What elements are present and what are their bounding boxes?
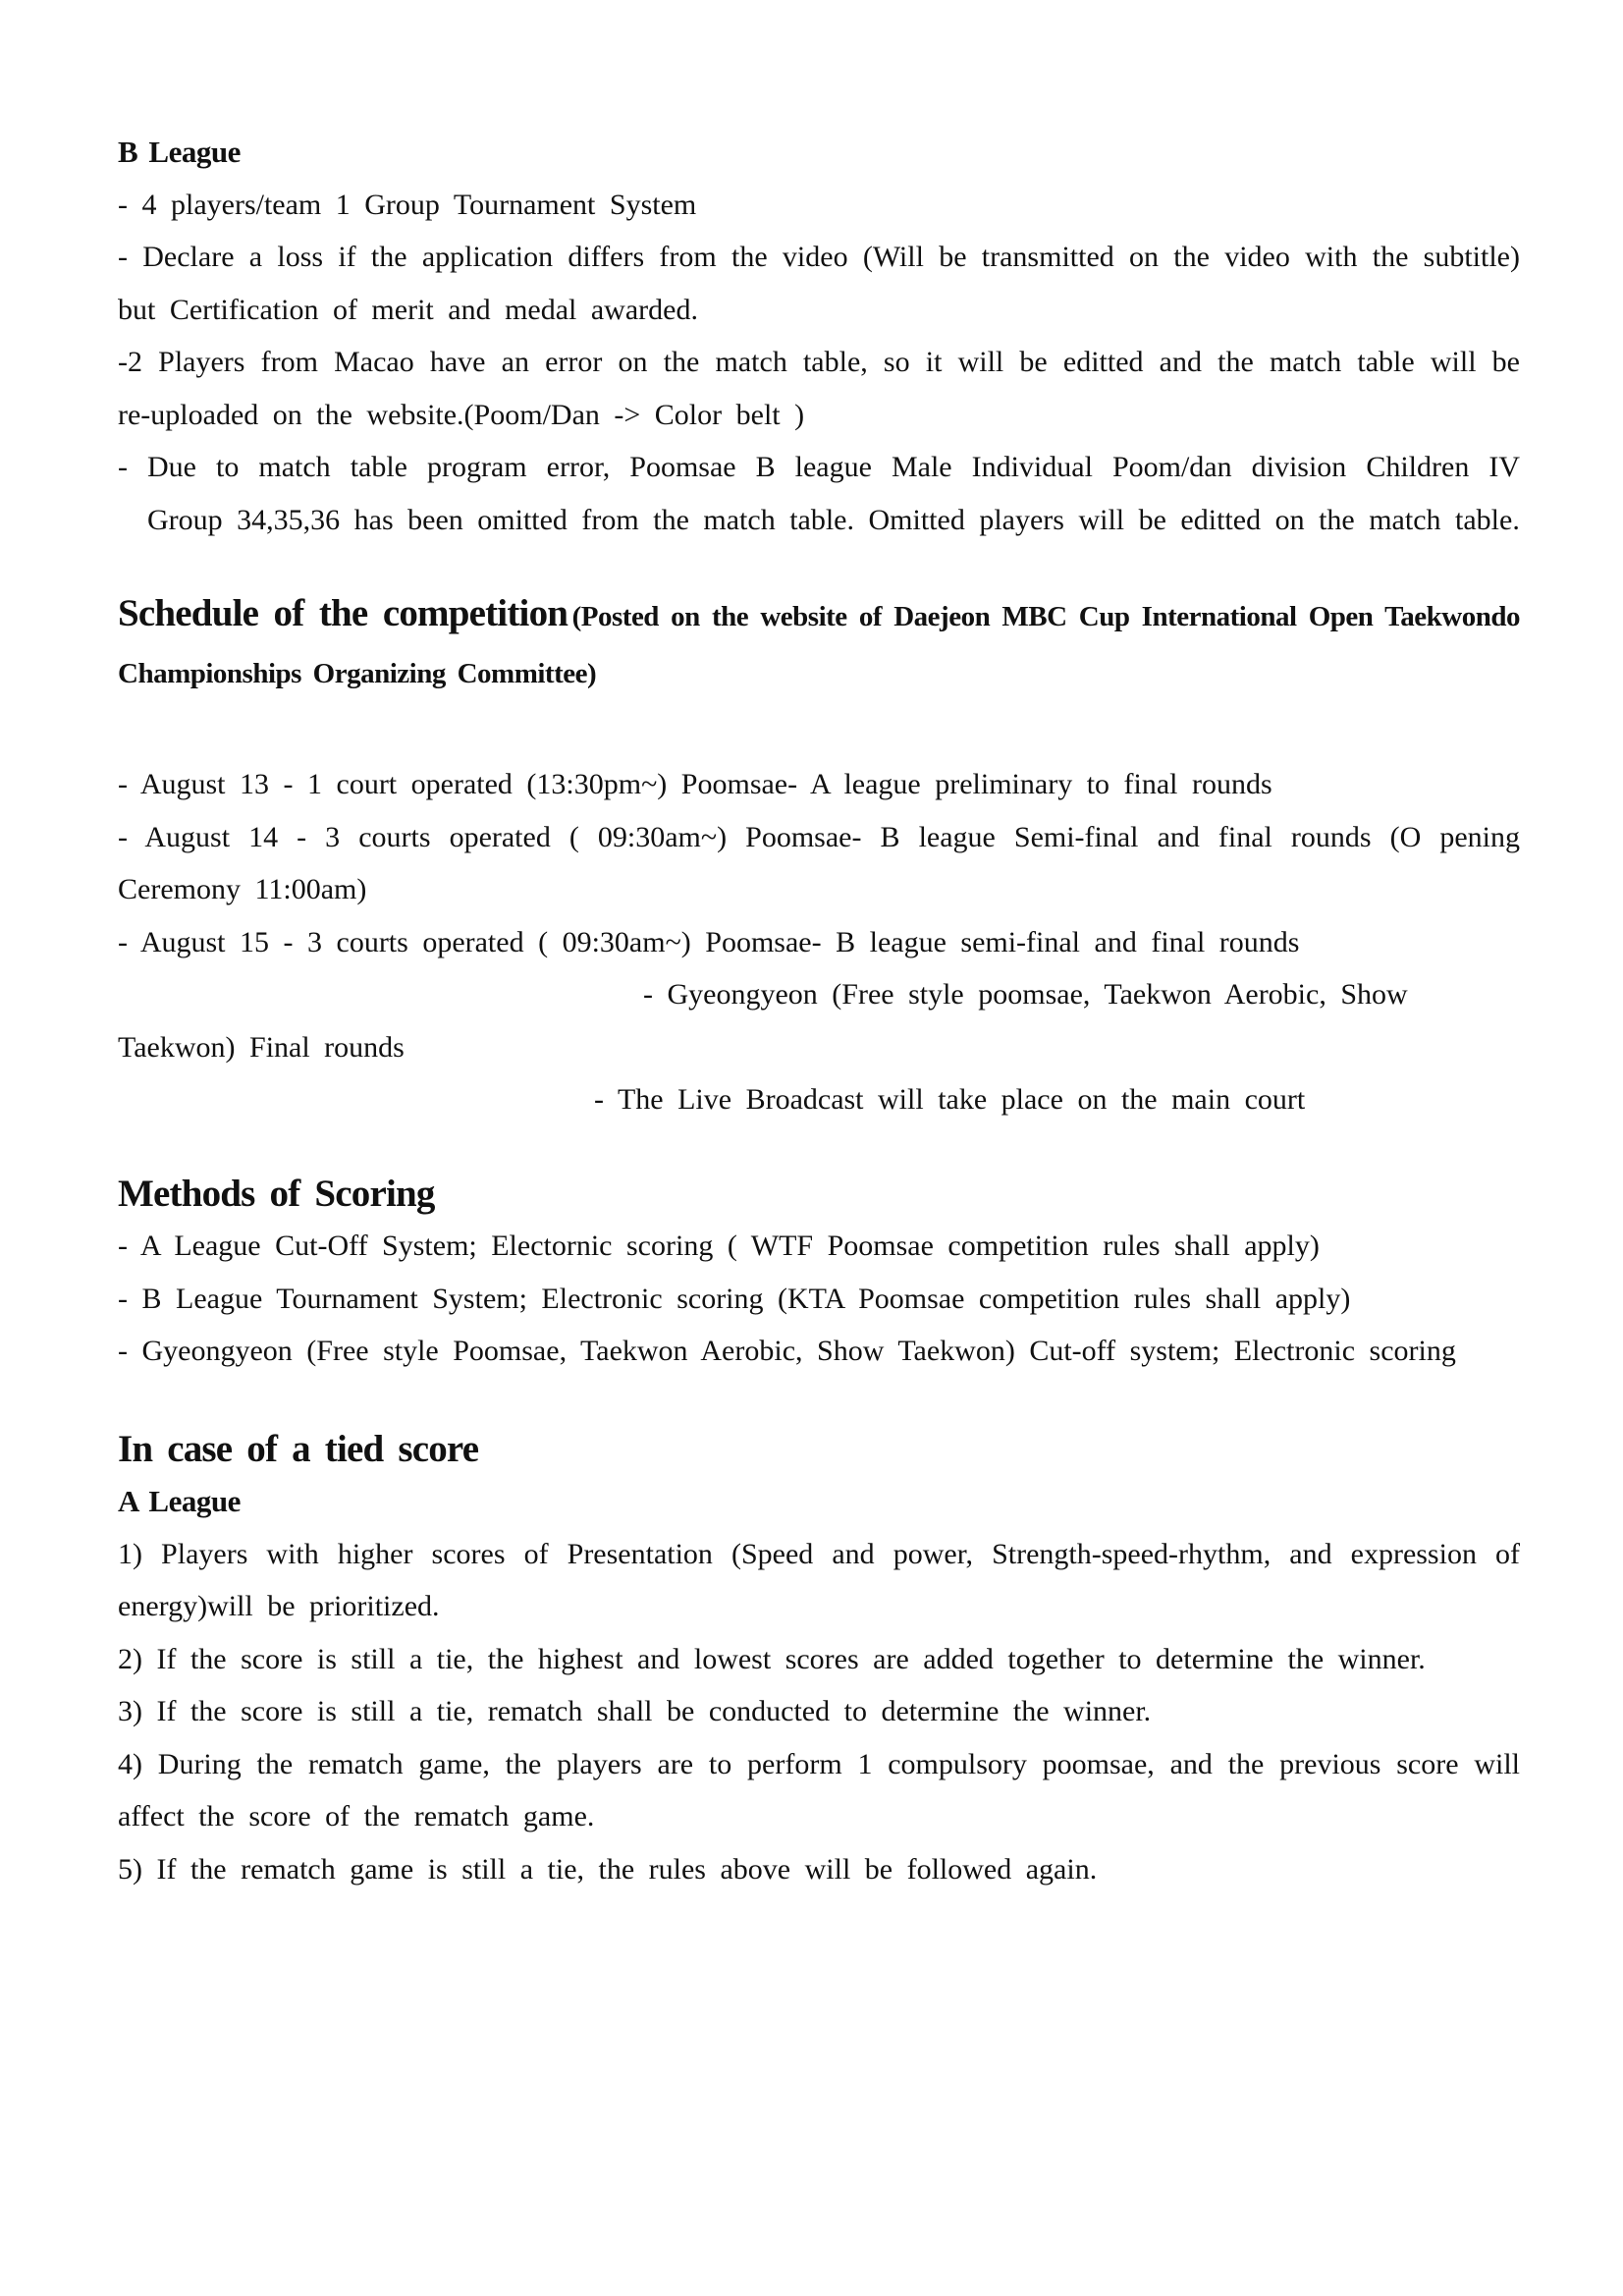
schedule-item-continuation: - The Live Broadcast will take place on the main court — [594, 1083, 1306, 1116]
tie-rule: 5) If the rematch game is still a tie, the rules above will be followed again. — [118, 1852, 1098, 1886]
schedule-item: - August 13 - 1 court operated (13:30pm~) Poomsae- A league preliminary to final rounds — [118, 768, 1272, 800]
schedule-note: (Posted on the website of Daejeon MBC Cup International Open Taekwondo Championships Organizing Committee) — [118, 601, 1520, 689]
b-league-heading: B League — [118, 135, 241, 169]
document-page — [118, 126, 1520, 1895]
tie-heading: In case of a tied score — [118, 1427, 479, 1470]
tie-rule: 3) If the score is still a tie, rematch shall be conducted to determine the winner. — [118, 1695, 1152, 1727]
b-league-item: - Declare a loss if the application differs from the video (Will be transmitted on the video with the subtitle) but Certification of merit and medal awarded. — [118, 241, 1520, 326]
schedule-item: - August 15 - 3 courts operated ( 09:30am~) Poomsae- B league semi-final and final rounds — [118, 925, 1300, 958]
tie-subheading: A League — [118, 1484, 241, 1518]
tie-rule: 2) If the score is still a tie, the highest and lowest scores are added together to determine the winner. — [118, 1642, 1426, 1675]
scoring-item: - Gyeongyeon (Free style Poomsae, Taekwon Aerobic, Show Taekwon) Cut-off system; Electronic scoring — [118, 1335, 1456, 1367]
b-league-item: - Due to match table program error, Poomsae B league Male Individual Poom/dan division Children IV Group 34,35,36 has been omitted from the match table. Omitted players will be editted on the match table. — [118, 451, 1520, 536]
scoring-item: - B League Tournament System; Electronic scoring (KTA Poomsae competition rules shall apply) — [118, 1282, 1351, 1315]
tie-rule: 1) Players with higher scores of Presentation (Speed and power, Strength-speed-rhythm, and expression of energy)will be prioritized. — [118, 1537, 1520, 1622]
schedule-item-continuation: - Gyeongyeon (Free style poomsae, Taekwon Aerobic, Show — [643, 978, 1408, 1011]
schedule-heading: Schedule of the competition — [118, 592, 568, 634]
schedule-title — [118, 587, 1520, 704]
b-league-item: -2 Players from Macao have an error on the match table, so it will be editted and the match table will be re-uploaded on the website.(Poom/Dan -> Color belt ) — [118, 346, 1520, 431]
tie-rule: 4) During the rematch game, the players are to perform 1 compulsory poomsae, and the previous score will affect the score of the rematch game. — [118, 1747, 1520, 1832]
schedule-item: - August 14 - 3 courts operated ( 09:30am~) Poomsae- B league Semi-final and final rounds (O pening Ceremony 11:00am) — [118, 820, 1520, 905]
scoring-heading: Methods of Scoring — [118, 1172, 435, 1215]
b-league-item: - 4 players/team 1 Group Tournament System — [118, 188, 697, 221]
scoring-item: - A League Cut-Off System; Electornic scoring ( WTF Poomsae competition rules shall apply) — [118, 1230, 1320, 1262]
schedule-item-continuation: Taekwon) Final rounds — [118, 1030, 405, 1064]
